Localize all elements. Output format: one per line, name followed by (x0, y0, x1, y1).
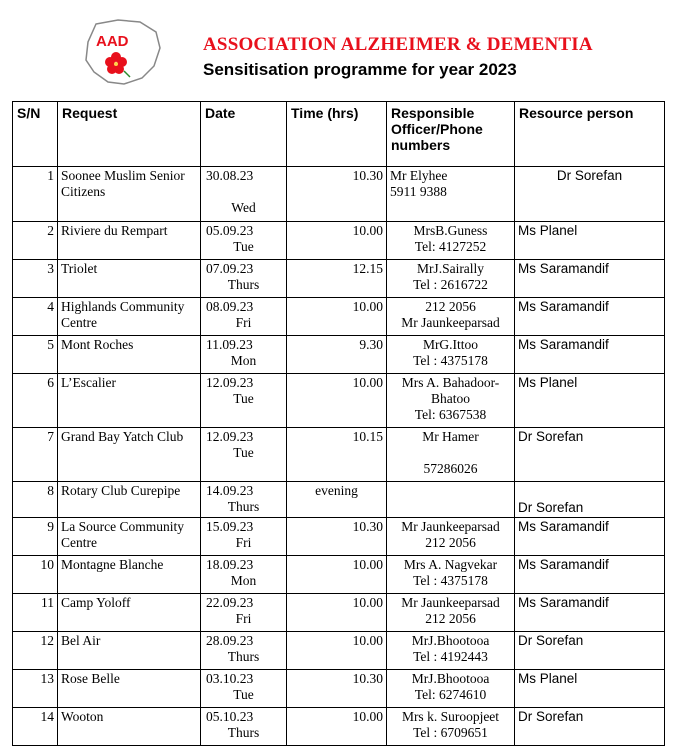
cell-resource: Ms Saramandif (515, 260, 665, 298)
officer-line: Mr Hamer (422, 429, 479, 444)
officer-line: MrsB.Guness (413, 223, 488, 238)
cell-request: Montagne Blanche (58, 556, 201, 594)
table-row (13, 482, 665, 518)
header-date: Date (201, 102, 287, 167)
table-row (13, 670, 665, 708)
day-value: Thurs (227, 499, 260, 514)
officer-line: Mrs A. Bahadoor- (401, 375, 500, 390)
officer-line: Mr Jaunkeeparsad (401, 595, 500, 610)
table-row (13, 594, 665, 632)
day-value: Fri (235, 315, 252, 330)
officer-line: Tel : 2616722 (413, 277, 488, 292)
table-header-row (13, 102, 665, 167)
table-row (13, 374, 665, 428)
cell-time: 10.30 (287, 518, 387, 556)
table-row (13, 336, 665, 374)
cell-officer (387, 428, 515, 482)
date-value: 30.08.23 (206, 168, 254, 183)
cell-officer (387, 482, 515, 518)
cell-resource: Dr Sorefan (515, 482, 665, 518)
cell-time: evening (287, 482, 387, 518)
cell-officer (387, 518, 515, 556)
table-row (13, 518, 665, 556)
logo-text: AAD (96, 33, 129, 50)
cell-request: Wooton (58, 708, 201, 746)
date-value: 05.10.23 (206, 709, 254, 724)
cell-time: 10.00 (287, 708, 387, 746)
cell-date (201, 336, 287, 374)
date-value: 07.09.23 (206, 261, 254, 276)
date-value: 12.09.23 (206, 429, 254, 444)
cell-officer (387, 632, 515, 670)
day-value: Thurs (227, 725, 260, 740)
cell-officer (387, 222, 515, 260)
day-value: Tue (233, 391, 254, 406)
cell-officer (387, 556, 515, 594)
cell-officer (387, 167, 515, 222)
officer-line: Tel: 4127252 (414, 239, 487, 254)
officer-line: Mr Elyhee (390, 168, 448, 183)
cell-date (201, 556, 287, 594)
cell-time: 10.00 (287, 594, 387, 632)
cell-time: 10.00 (287, 556, 387, 594)
day-value: Tue (233, 239, 254, 254)
header-resource: Resource person (515, 102, 665, 167)
cell-sn: 1 (13, 167, 58, 222)
date-value: 14.09.23 (206, 483, 254, 498)
cell-resource: Ms Saramandif (515, 518, 665, 556)
cell-sn: 9 (13, 518, 58, 556)
cell-officer (387, 670, 515, 708)
cell-time: 10.15 (287, 428, 387, 482)
table-row (13, 708, 665, 746)
cell-sn: 8 (13, 482, 58, 518)
header-sn: S/N (13, 102, 58, 167)
cell-date (201, 298, 287, 336)
cell-sn: 7 (13, 428, 58, 482)
cell-request: Grand Bay Yatch Club (58, 428, 201, 482)
date-value: 18.09.23 (206, 557, 254, 572)
date-value: 12.09.23 (206, 375, 254, 390)
cell-sn: 3 (13, 260, 58, 298)
cell-date (201, 594, 287, 632)
cell-sn: 2 (13, 222, 58, 260)
officer-line: Tel : 4192443 (413, 649, 488, 664)
cell-officer (387, 708, 515, 746)
cell-time: 10.00 (287, 222, 387, 260)
day-value: Mon (230, 353, 257, 368)
officer-line: Mr Jaunkeeparsad (401, 519, 500, 534)
cell-request: La Source Community Centre (58, 518, 201, 556)
cell-time: 9.30 (287, 336, 387, 374)
cell-date (201, 167, 287, 222)
cell-request: Rotary Club Curepipe (58, 482, 201, 518)
cell-sn: 12 (13, 632, 58, 670)
cell-date (201, 518, 287, 556)
cell-officer (387, 374, 515, 428)
organization-title: ASSOCIATION ALZHEIMER & DEMENTIA (203, 34, 593, 55)
cell-resource: Ms Planel (515, 222, 665, 260)
officer-line: 57286026 (423, 461, 478, 476)
date-value: 05.09.23 (206, 223, 254, 238)
cell-officer (387, 260, 515, 298)
cell-request: Bel Air (58, 632, 201, 670)
officer-line: Mrs A. Nagvekar (403, 557, 498, 572)
day-value: Fri (235, 611, 252, 626)
cell-sn: 14 (13, 708, 58, 746)
day-value: Thurs (227, 277, 260, 292)
header-time: Time (hrs) (287, 102, 387, 167)
cell-date (201, 670, 287, 708)
cell-date (201, 260, 287, 298)
cell-date (201, 222, 287, 260)
cell-time: 10.00 (287, 632, 387, 670)
cell-resource: Dr Sorefan (515, 428, 665, 482)
officer-line: 212 2056 (425, 299, 476, 314)
date-value: 22.09.23 (206, 595, 254, 610)
table-row (13, 260, 665, 298)
day-value: Fri (235, 535, 252, 550)
cell-resource: Ms Saramandif (515, 298, 665, 336)
table-row (13, 632, 665, 670)
cell-sn: 4 (13, 298, 58, 336)
cell-request: Triolet (58, 260, 201, 298)
cell-resource: Ms Planel (515, 374, 665, 428)
programme-table (12, 101, 665, 746)
cell-time: 12.15 (287, 260, 387, 298)
table-row (13, 222, 665, 260)
cell-resource: Ms Planel (515, 670, 665, 708)
cell-time: 10.30 (287, 167, 387, 222)
table-row (13, 298, 665, 336)
cell-officer (387, 336, 515, 374)
date-value: 08.09.23 (206, 299, 254, 314)
aad-logo (78, 18, 168, 88)
cell-time: 10.00 (287, 298, 387, 336)
cell-date (201, 708, 287, 746)
officer-line: 5911 9388 (390, 184, 447, 199)
header-request: Request (58, 102, 201, 167)
cell-officer (387, 298, 515, 336)
cell-request: Riviere du Rempart (58, 222, 201, 260)
cell-resource: Dr Sorefan (515, 167, 665, 222)
header-officer: Responsible Officer/Phone numbers (387, 102, 515, 167)
cell-resource: Ms Saramandif (515, 556, 665, 594)
day-value: Tue (233, 445, 254, 460)
cell-time: 10.00 (287, 374, 387, 428)
officer-line: Tel : 4375178 (413, 353, 488, 368)
flower-icon (105, 52, 130, 77)
officer-line: Mr Jaunkeeparsad (401, 315, 500, 330)
date-value: 03.10.23 (206, 671, 254, 686)
cell-resource: Dr Sorefan (515, 708, 665, 746)
officer-line: Tel : 6709651 (413, 725, 488, 740)
day-value: Mon (230, 573, 257, 588)
officer-line: 212 2056 (425, 535, 476, 550)
cell-request: Mont Roches (58, 336, 201, 374)
table-row (13, 167, 665, 222)
date-value: 11.09.23 (206, 337, 253, 352)
officer-line: 212 2056 (425, 611, 476, 626)
cell-request: Soonee Muslim Senior Citizens (58, 167, 201, 222)
cell-date (201, 482, 287, 518)
table-row (13, 556, 665, 594)
cell-request: Highlands Community Centre (58, 298, 201, 336)
officer-line: Tel : 4375178 (413, 573, 488, 588)
table-row (13, 428, 665, 482)
cell-resource: Ms Saramandif (515, 336, 665, 374)
day-value: Wed (231, 200, 256, 215)
officer-line: MrJ.Bhootooa (411, 671, 490, 686)
cell-sn: 5 (13, 336, 58, 374)
officer-line: Tel: 6274610 (414, 687, 487, 702)
day-value: Thurs (227, 649, 260, 664)
cell-sn: 11 (13, 594, 58, 632)
officer-line: Tel: 6367538 (414, 407, 487, 422)
programme-subtitle: Sensitisation programme for year 2023 (203, 60, 517, 79)
cell-resource: Dr Sorefan (515, 632, 665, 670)
officer-line: Bhatoo (431, 391, 470, 406)
cell-request: L’Escalier (58, 374, 201, 428)
cell-date (201, 428, 287, 482)
cell-date (201, 374, 287, 428)
document-header (0, 0, 673, 98)
cell-request: Camp Yoloff (58, 594, 201, 632)
officer-line: MrG.Ittoo (422, 337, 479, 352)
officer-line: Mrs k. Suroopjeet (401, 709, 500, 724)
day-value: Tue (233, 687, 254, 702)
cell-request: Rose Belle (58, 670, 201, 708)
date-value: 15.09.23 (206, 519, 254, 534)
cell-officer (387, 594, 515, 632)
officer-line: MrJ.Bhootooa (411, 633, 490, 648)
cell-resource: Ms Saramandif (515, 594, 665, 632)
date-value: 28.09.23 (206, 633, 254, 648)
cell-date (201, 632, 287, 670)
cell-sn: 10 (13, 556, 58, 594)
cell-sn: 6 (13, 374, 58, 428)
officer-line: MrJ.Sairally (416, 261, 485, 276)
cell-sn: 13 (13, 670, 58, 708)
cell-time: 10.30 (287, 670, 387, 708)
map-outline-icon (86, 20, 160, 84)
